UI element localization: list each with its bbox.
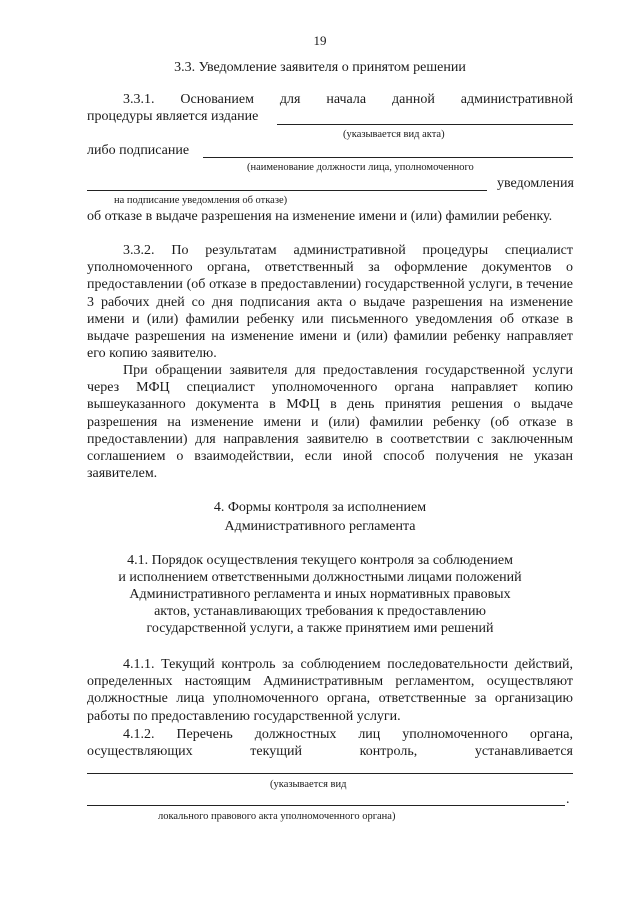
- p412-word: органа,: [529, 727, 573, 742]
- closing-period: .: [566, 792, 570, 807]
- p331-tail: об отказе в выдаче разрешения на изменение имени и (или) фамилии ребенку.: [87, 209, 553, 224]
- p331-line2: процедуры является издание: [87, 109, 259, 124]
- p412-word: текущий: [250, 744, 302, 759]
- p331-line1: [123, 91, 573, 108]
- section-4-title-line: Административного регламента: [224, 519, 416, 534]
- paragraph-3-3-2: 3.3.2. По результатам административной процедуры специалист уполномоченного органа, ответственный за оформление документов о предоставлении (об отказе в предоставлении) государственной услуги, в течение 3 рабочих дней со дня подписания акта о выдаче разрешения на изменение имени и (или) фамилии ребенку или письменного уведомления об отказе в выдаче разрешения на изменение имени и (или) фамилии ребенку направляет его копию заявителю.: [87, 243, 573, 362]
- caption-act-type: (указывается вид акта): [343, 129, 445, 140]
- subsection-4-1-line: 4.1. Порядок осуществления текущего контроля за соблюдением: [127, 553, 513, 568]
- p412-word: осуществляющих: [87, 744, 193, 759]
- p331-line3: либо подписание: [87, 143, 190, 158]
- p412-word: уполномоченного: [402, 727, 508, 742]
- paragraph-mfc: При обращении заявителя для предоставления государственной услуги через МФЦ специалист уполномоченного органа направляет копию вышеуказанного документа в МФЦ в день принятия решения о выдаче разрешения на изменение имени и (или) фамилии ребенку (об отказе в предоставлении) для направления заявителю в соответствии с заключенным соглашением о взаимодействии, если иной способ получения не указан заявителем.: [87, 363, 573, 482]
- p331-word: для: [279, 92, 301, 107]
- p412-word: лиц: [358, 727, 381, 742]
- subsection-4-1-line: актов, устанавливающих требования к предоставлению: [154, 604, 486, 619]
- subsection-4-1-line: и исполнением ответственными должностными лицами положений: [118, 570, 522, 585]
- p412-line2: [87, 743, 573, 760]
- paragraph-4-1-1: 4.1.1. Текущий контроль за соблюдением последовательности действий, определенных настоящим Административным регламентом, осуществляют должностные лица уполномоченного органа, ответственные за организацию работы по предоставлению государственной услуги.: [87, 657, 573, 724]
- page-number: 19: [313, 33, 327, 48]
- p412-line1: [123, 726, 573, 743]
- p412-word: должностных: [254, 727, 337, 742]
- fill-line-position: [203, 157, 573, 158]
- fill-line-act-kind: [87, 773, 573, 774]
- caption-position: (наименование должности лица, уполномоченного: [247, 162, 474, 173]
- caption-specify: (указывается вид: [270, 779, 347, 790]
- fill-line-act-type: [277, 124, 573, 125]
- fill-line-local-act: [87, 805, 565, 806]
- fill-line-signing: [87, 190, 487, 191]
- caption-signing: на подписание уведомления об отказе): [114, 195, 288, 206]
- p331-uvedomleniya: уведомления: [497, 176, 574, 191]
- p412-word: Перечень: [176, 727, 233, 742]
- p331-number: 3.3.1.: [123, 92, 155, 107]
- section-4-title: [60, 498, 580, 536]
- p331-word: данной: [392, 92, 435, 107]
- section-3-3-title: 3.3. Уведомление заявителя о принятом решении: [174, 60, 466, 75]
- subsection-4-1-line: Административного регламента и иных нормативных правовых: [129, 587, 511, 602]
- p412-word: устанавливается: [474, 744, 573, 759]
- p412-number: 4.1.2.: [123, 727, 155, 742]
- section-4-title-line: 4. Формы контроля за исполнением: [213, 500, 427, 515]
- subsection-4-1-line: государственной услуги, а также принятием ими решений: [146, 621, 494, 636]
- p412-word: контроль,: [359, 744, 418, 759]
- p331-word: Основанием: [180, 92, 254, 107]
- subsection-4-1-title: [60, 552, 580, 637]
- caption-local-act: локального правового акта уполномоченного органа): [158, 811, 396, 822]
- p331-word: административной: [460, 92, 573, 107]
- p331-word: начала: [326, 92, 367, 107]
